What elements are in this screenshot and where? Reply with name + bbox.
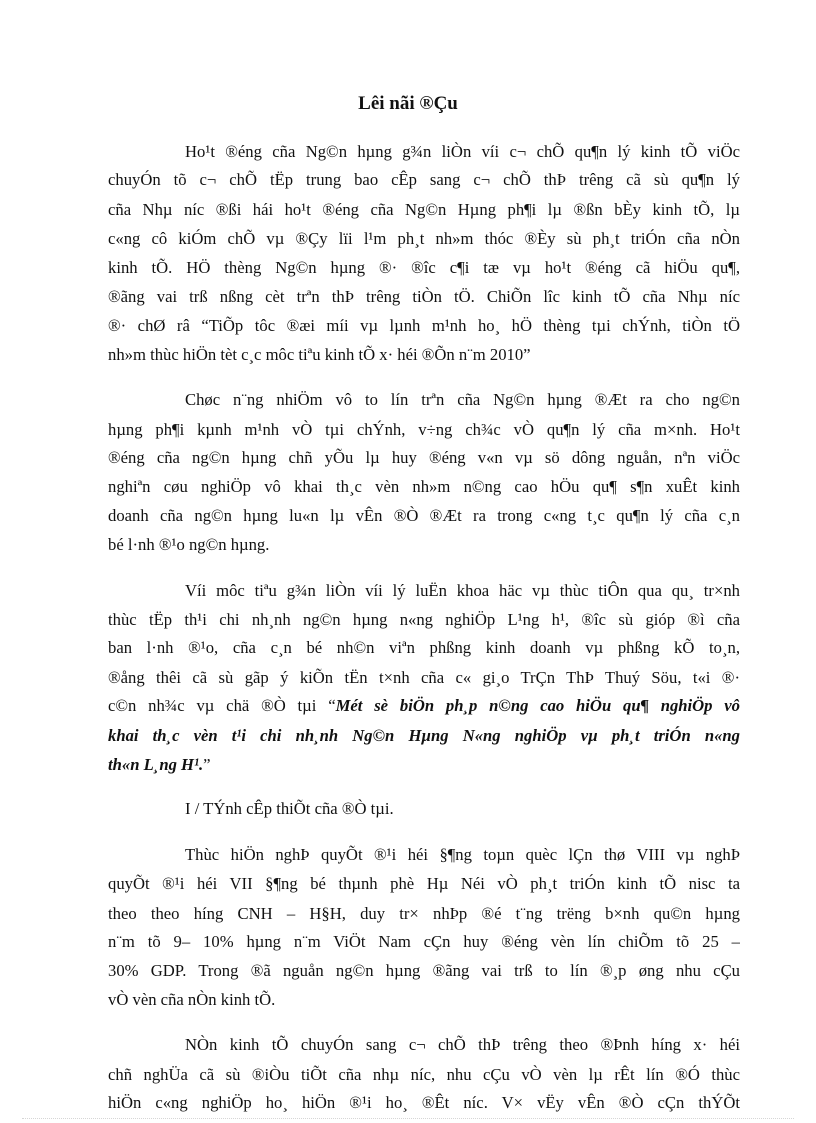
text-line: kinh tÕ. HÖ thèng Ng©n hµng ®· ®îc c¶i tæ vµ ho¹t ®éng cã hiÖu qu¶, xyxy=(108,258,740,277)
text-line: n¨m tõ 9– 10% hµng n¨m ViÖt Nam cÇn huy ®éng vèn lín chiÕm tõ 25 – xyxy=(108,932,740,951)
text-line: 30% GDP. Trong ®ã nguån ng©n hµng ®ãng vai trß to lín ®¸p øng nhu cÇu xyxy=(108,961,740,980)
topic-tail: ” xyxy=(203,755,211,774)
text-line: chñ nghÜa cã sù ®iÒu tiÕt cña nhµ níc, nhu cÇu vÒ vèn lµ rÊt lín ®Ó thùc xyxy=(108,1065,740,1084)
text-line: Víi môc tiªu g¾n liÒn víi lý luËn khoa häc vµ thùc tiÔn qua qu¸ tr×nh xyxy=(185,581,740,600)
topic-title-emphasis: khai th¸c vèn t¹i chi nh¸nh Ng©n Hµng N«ng nghiÖp vµ ph¸t triÓn n«ng xyxy=(108,726,740,745)
text-line: ®ång thêi cã sù gãp ý kiÕn tËn t×nh cña c« gi¸o TrÇn ThÞ Thuý Söu, t«i ®· xyxy=(108,668,740,687)
text-line: cña Nhµ níc ®ßi hái ho¹t ®éng cña Ng©n Hµng ph¶i lµ ®ßn bÈy kinh tÕ, lµ xyxy=(108,200,740,219)
document-title: Lêi nãi ®Çu xyxy=(358,93,458,114)
page-bottom-divider xyxy=(22,1118,794,1119)
text-line: ®ãng vai trß nßng cèt trªn thÞ trêng tiÒn tÖ. ChiÕn lîc kinh tÕ cña Nhµ níc xyxy=(108,287,740,306)
text-line: c«ng cô kiÓm chÕ vµ ®Çy lïi l¹m ph¸t nh»m thóc ®Èy sù ph¸t triÓn cña nÒn xyxy=(108,229,740,248)
text-line: bé l·nh ®¹o ng©n hµng. xyxy=(108,535,270,554)
text-line: ®éng cña ng©n hµng chñ yÕu lµ huy ®éng v«n vµ sö dông nguån, nªn viÖc xyxy=(108,448,740,467)
text-line: doanh cña ng©n hµng lu«n lµ vÊn ®Ò ®Æt ra trong c«ng t¸c qu¶n lý cña c¸n xyxy=(108,506,740,525)
text-line: quyÕt ®¹i héi VII §¶ng bé thµnh phè Hµ Néi vÒ ph¸t triÓn kinh tÕ nisc ta xyxy=(108,874,740,893)
text-line: Chøc n¨ng nhiÖm vô to lín trªn cña Ng©n hµng ®Æt ra cho ng©n xyxy=(185,390,740,409)
text-line: vÒ vèn cña nÒn kinh tÕ. xyxy=(108,990,276,1009)
text-line: hµng ph¶i kµnh m¹nh vÒ tµi chÝnh, v÷ng ch¾c vÒ qu¶n lý cña m×nh. Ho¹t xyxy=(108,420,740,439)
text-line: ®· chØ râ “TiÕp tôc ®æi míi vµ lµnh m¹nh ho¸ hÖ thèng tµi chÝnh, tiÒn tÖ xyxy=(108,316,740,335)
text-line: thùc tËp th¹i chi nh¸nh ng©n hµng n«ng nghiÖp L¹ng h¹, ®îc sù gióp ®ì cña xyxy=(108,610,740,629)
text-line: chuyÓn tõ c¬ chÕ tËp trung bao cÊp sang c¬ chÕ thÞ trêng cã sù qu¶n lý xyxy=(108,170,740,189)
text-line: hiÖn c«ng nghiÖp ho¸ hiÖn ®¹i ho¸ ®Êt níc. V× vËy vÊn ®Ò cÇn thÝÕt xyxy=(108,1093,740,1112)
text-line: Thùc hiÖn nghÞ quyÕt ®¹i héi §¶ng toµn quèc lÇn thø VIII vµ nghÞ xyxy=(185,845,740,864)
section-title: I / TÝnh cÊp thiÕt cña ®Ò tµi. xyxy=(185,799,394,818)
text-line: NÒn kinh tÕ chuyÓn sang c¬ chÕ thÞ trêng theo ®Þnh híng x· héi xyxy=(185,1035,740,1054)
topic-title-emphasis: Mét sè biÖn ph¸p n©ng cao hiÖu qu¶ nghiÖp vô xyxy=(335,696,740,715)
text-line: Ho¹t ®éng cña Ng©n hµng g¾n liÒn víi c¬ chÕ qu¶n lý kinh tÕ viÖc xyxy=(185,142,740,161)
topic-lead: c©n nh¾c vµ chä ®Ò tµi “ xyxy=(108,696,336,715)
text-line: nghiªn cøu nghiÖp vô khai th¸c vèn nh»m n©ng cao hÖu qu¶ s¶n xuÊt kinh xyxy=(108,477,740,496)
text-line: nh»m thùc hiÖn tèt c¸c môc tiªu kinh tÕ x· héi ®Õn n¨m 2010” xyxy=(108,345,531,364)
text-line xyxy=(108,750,740,779)
text-line xyxy=(108,691,740,720)
topic-title-emphasis: th«n L¸ng H¹. xyxy=(108,755,204,774)
text-line: theo theo híng CNH – H§H, duy tr× nhÞp ®é t¨ng trëng b×nh qu©n hµng xyxy=(108,904,740,923)
text-line: ban l·nh ®¹o, cña c¸n bé nh©n viªn phßng kinh doanh vµ phßng kÕ to¸n, xyxy=(108,638,740,657)
